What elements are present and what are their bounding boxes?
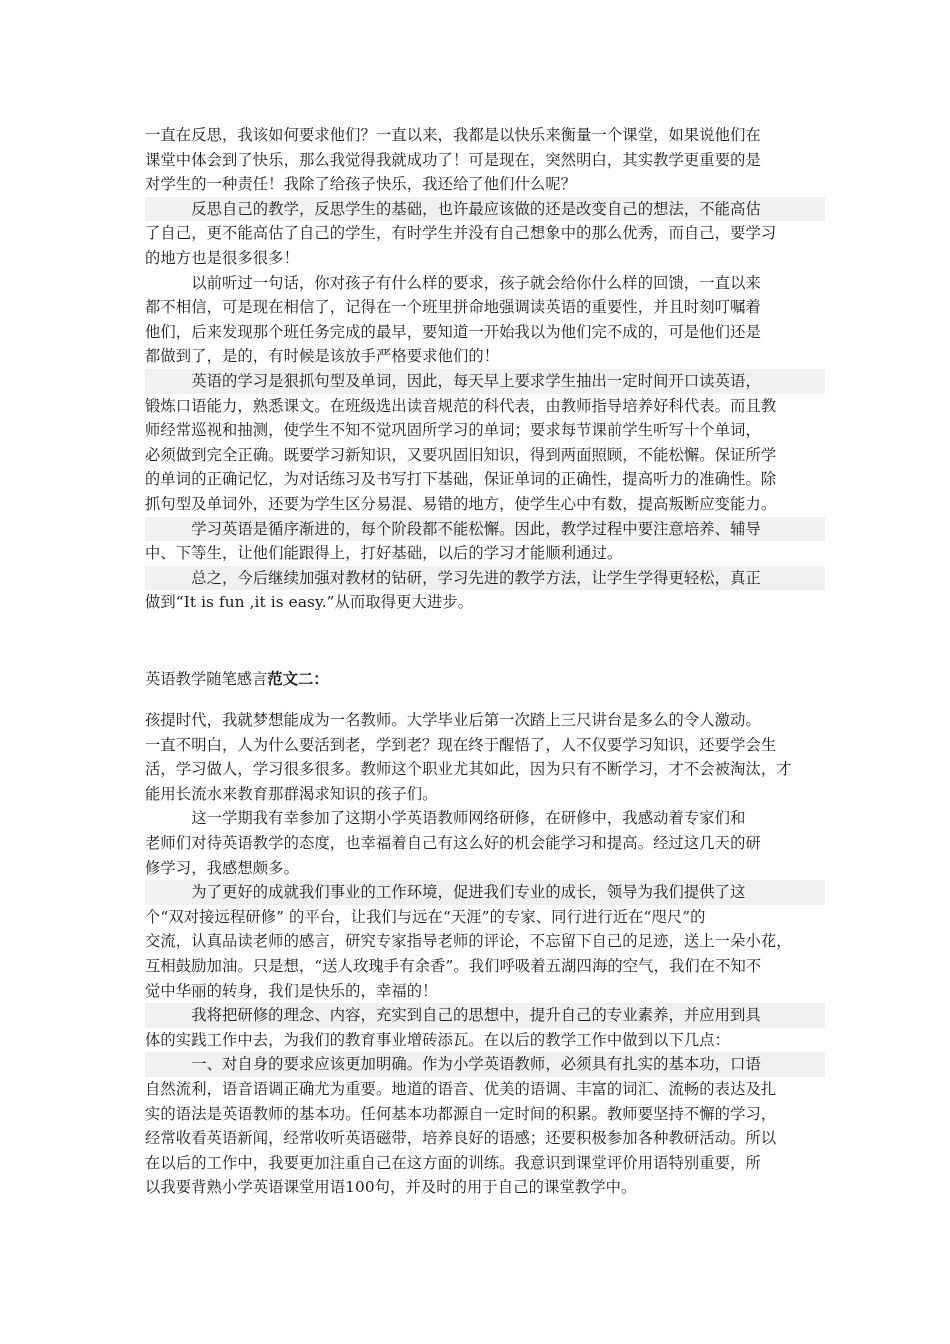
text-line: 以我要背熟小学英语课堂用语100句，并及时的用于自己的课堂教学中。 (145, 1178, 637, 1197)
text-line: 自然流利，语音语调正确尤为重要。地道的语音、优美的语调、丰富的词汇、流畅的表达及扎 (145, 1079, 777, 1098)
text-line: 学习英语是循序渐进的，每个阶段都不能松懈。因此，教学过程中要注意培养、辅导 (145, 517, 825, 542)
essay-section-one (145, 123, 825, 615)
text-line: 都做到了，是的，有时候是该放手严格要求他们的！ (145, 347, 500, 366)
text-line: 能用长流水来教育那群渴求知识的孩子们。 (145, 784, 438, 803)
text-line: 互相鼓励加油。只是想，“送人玫瑰手有余香”。我们呼吸着五湖四海的空气，我们在不知不 (145, 956, 762, 975)
text-line: 觉中华丽的转身，我们是快乐的，幸福的！ (145, 981, 438, 1000)
text-line: 个“双对接远程研修” 的平台，让我们与远在“天涯”的专家、同行进行近在“咫尺”的 (145, 907, 706, 926)
text-line: 活，学习做人，学习很多很多。教师这个职业尤其如此，因为只有不断学习，才不会被淘汰，才 (145, 760, 792, 779)
text-line: 经常收看英语新闻，经常收听英语磁带，培养良好的语感；还要积极参加各种教研活动。所以 (145, 1129, 777, 1148)
heading-prefix: 英语教学随笔感言 (145, 670, 268, 688)
text-line: 以前听过一句话，你对孩子有什么样的要求，孩子就会给你什么样的回馈，一直以来 (145, 273, 761, 292)
text-line: 老师们对待英语教学的态度，也幸福着自己有这么好的机会能学习和提高。经过这几天的研 (145, 833, 761, 852)
text-line: 在以后的工作中，我要更加注重自己在这方面的训练。我意识到课堂评价用语特别重要，所 (145, 1153, 761, 1172)
text-line: 一、对自身的要求应该更加明确。作为小学英语教师，必须具有扎实的基本功，口语 (145, 1052, 825, 1077)
text-line: 了自己，更不能高估了自己的学生，有时学生并没有自己想象中的那么优秀，而自己，要学习 (145, 224, 777, 243)
text-line: 总之，今后继续加强对教材的钻研，学习先进的教学方法，让学生学得更轻松，真正 (145, 566, 825, 591)
section-heading (145, 665, 825, 693)
text-line: 课堂中体会到了快乐，那么我觉得我就成功了！可是现在，突然明白，其实教学更重要的是 (145, 150, 761, 169)
text-line: 他们，后来发现那个班任务完成的最早，要知道一开始我以为他们完不成的，可是他们还是 (145, 322, 761, 341)
text-line: 实的语法是英语教师的基本功。任何基本功都源自一定时间的积累。教师要坚持不懈的学习， (145, 1104, 777, 1123)
text-line: 做到“It is fun ,it is easy.”从而取得更大进步。 (145, 593, 474, 612)
essay-section-two (145, 708, 825, 1200)
text-line: 这一学期我有幸参加了这期小学英语教师网络研修，在研修中，我感动着专家们和 (145, 809, 746, 828)
heading-bold: 范文二： (267, 670, 329, 688)
text-line: 我将把研修的理念、内容，充实到自己的思想中，提升自己的专业素养，并应用到具 (145, 1003, 825, 1028)
text-line: 一直不明白，人为什么要活到老，学到老？现在终于醒悟了，人不仅要学习知识，还要学会生 (145, 735, 777, 754)
text-line: 中、下等生，让他们能跟得上，打好基础，以后的学习才能顺利通过。 (145, 544, 623, 563)
text-line: 必须做到完全正确。既要学习新知识，又要巩固旧知识，得到两面照顾，不能松懈。保证所学 (145, 445, 777, 464)
text-line: 一直在反思，我该如何要求他们？一直以来，我都是以快乐来衡量一个课堂，如果说他们在 (145, 126, 761, 144)
text-line: 师经常巡视和抽测，使学生不知不觉巩固所学习的单词；要求每节课前学生听写十个单词， (145, 421, 761, 440)
text-line: 孩提时代，我就梦想能成为一名教师。大学毕业后第一次踏上三尺讲台是多么的令人激动。 (145, 711, 761, 729)
text-line: 为了更好的成就我们事业的工作环境，促进我们专业的成长，领导为我们提供了这 (145, 880, 825, 905)
text-line: 锻炼口语能力，熟悉课文。在班级选出读音规范的科代表，由教师指导培养好科代表。而且教 (145, 396, 777, 415)
text-line: 交流，认真品读老师的感言，研究专家指导老师的评论，不忘留下自己的足迹，送上一朵小花， (145, 932, 792, 951)
text-line: 的地方也是很多很多！ (145, 248, 299, 267)
text-line: 修学习，我感想颇多。 (145, 858, 299, 877)
text-line: 的单词的正确记忆，为对话练习及书写打下基础，保证单词的正确性，提高听力的准确性。除 (145, 470, 777, 489)
section-title (145, 665, 825, 693)
text-line: 对学生的一种责任！我除了给孩子快乐，我还给了他们什么呢？ (145, 175, 577, 194)
text-line: 反思自己的教学，反思学生的基础，也许最应该做的还是改变自己的想法，不能高估 (145, 197, 825, 222)
text-line: 都不相信，可是现在相信了，记得在一个班里拼命地强调读英语的重要性，并且时刻叮嘱着 (145, 298, 761, 317)
text-line: 抓句型及单词外，还要为学生区分易混、易错的地方，使学生心中有数，提高叛断应变能力。 (145, 494, 777, 513)
text-line: 英语的学习是狠抓句型及单词，因此，每天早上要求学生抽出一定时间开口读英语， (145, 369, 825, 394)
text-line: 体的实践工作中去，为我们的教育事业增砖添瓦。在以后的教学工作中做到以下几点： (145, 1030, 731, 1049)
